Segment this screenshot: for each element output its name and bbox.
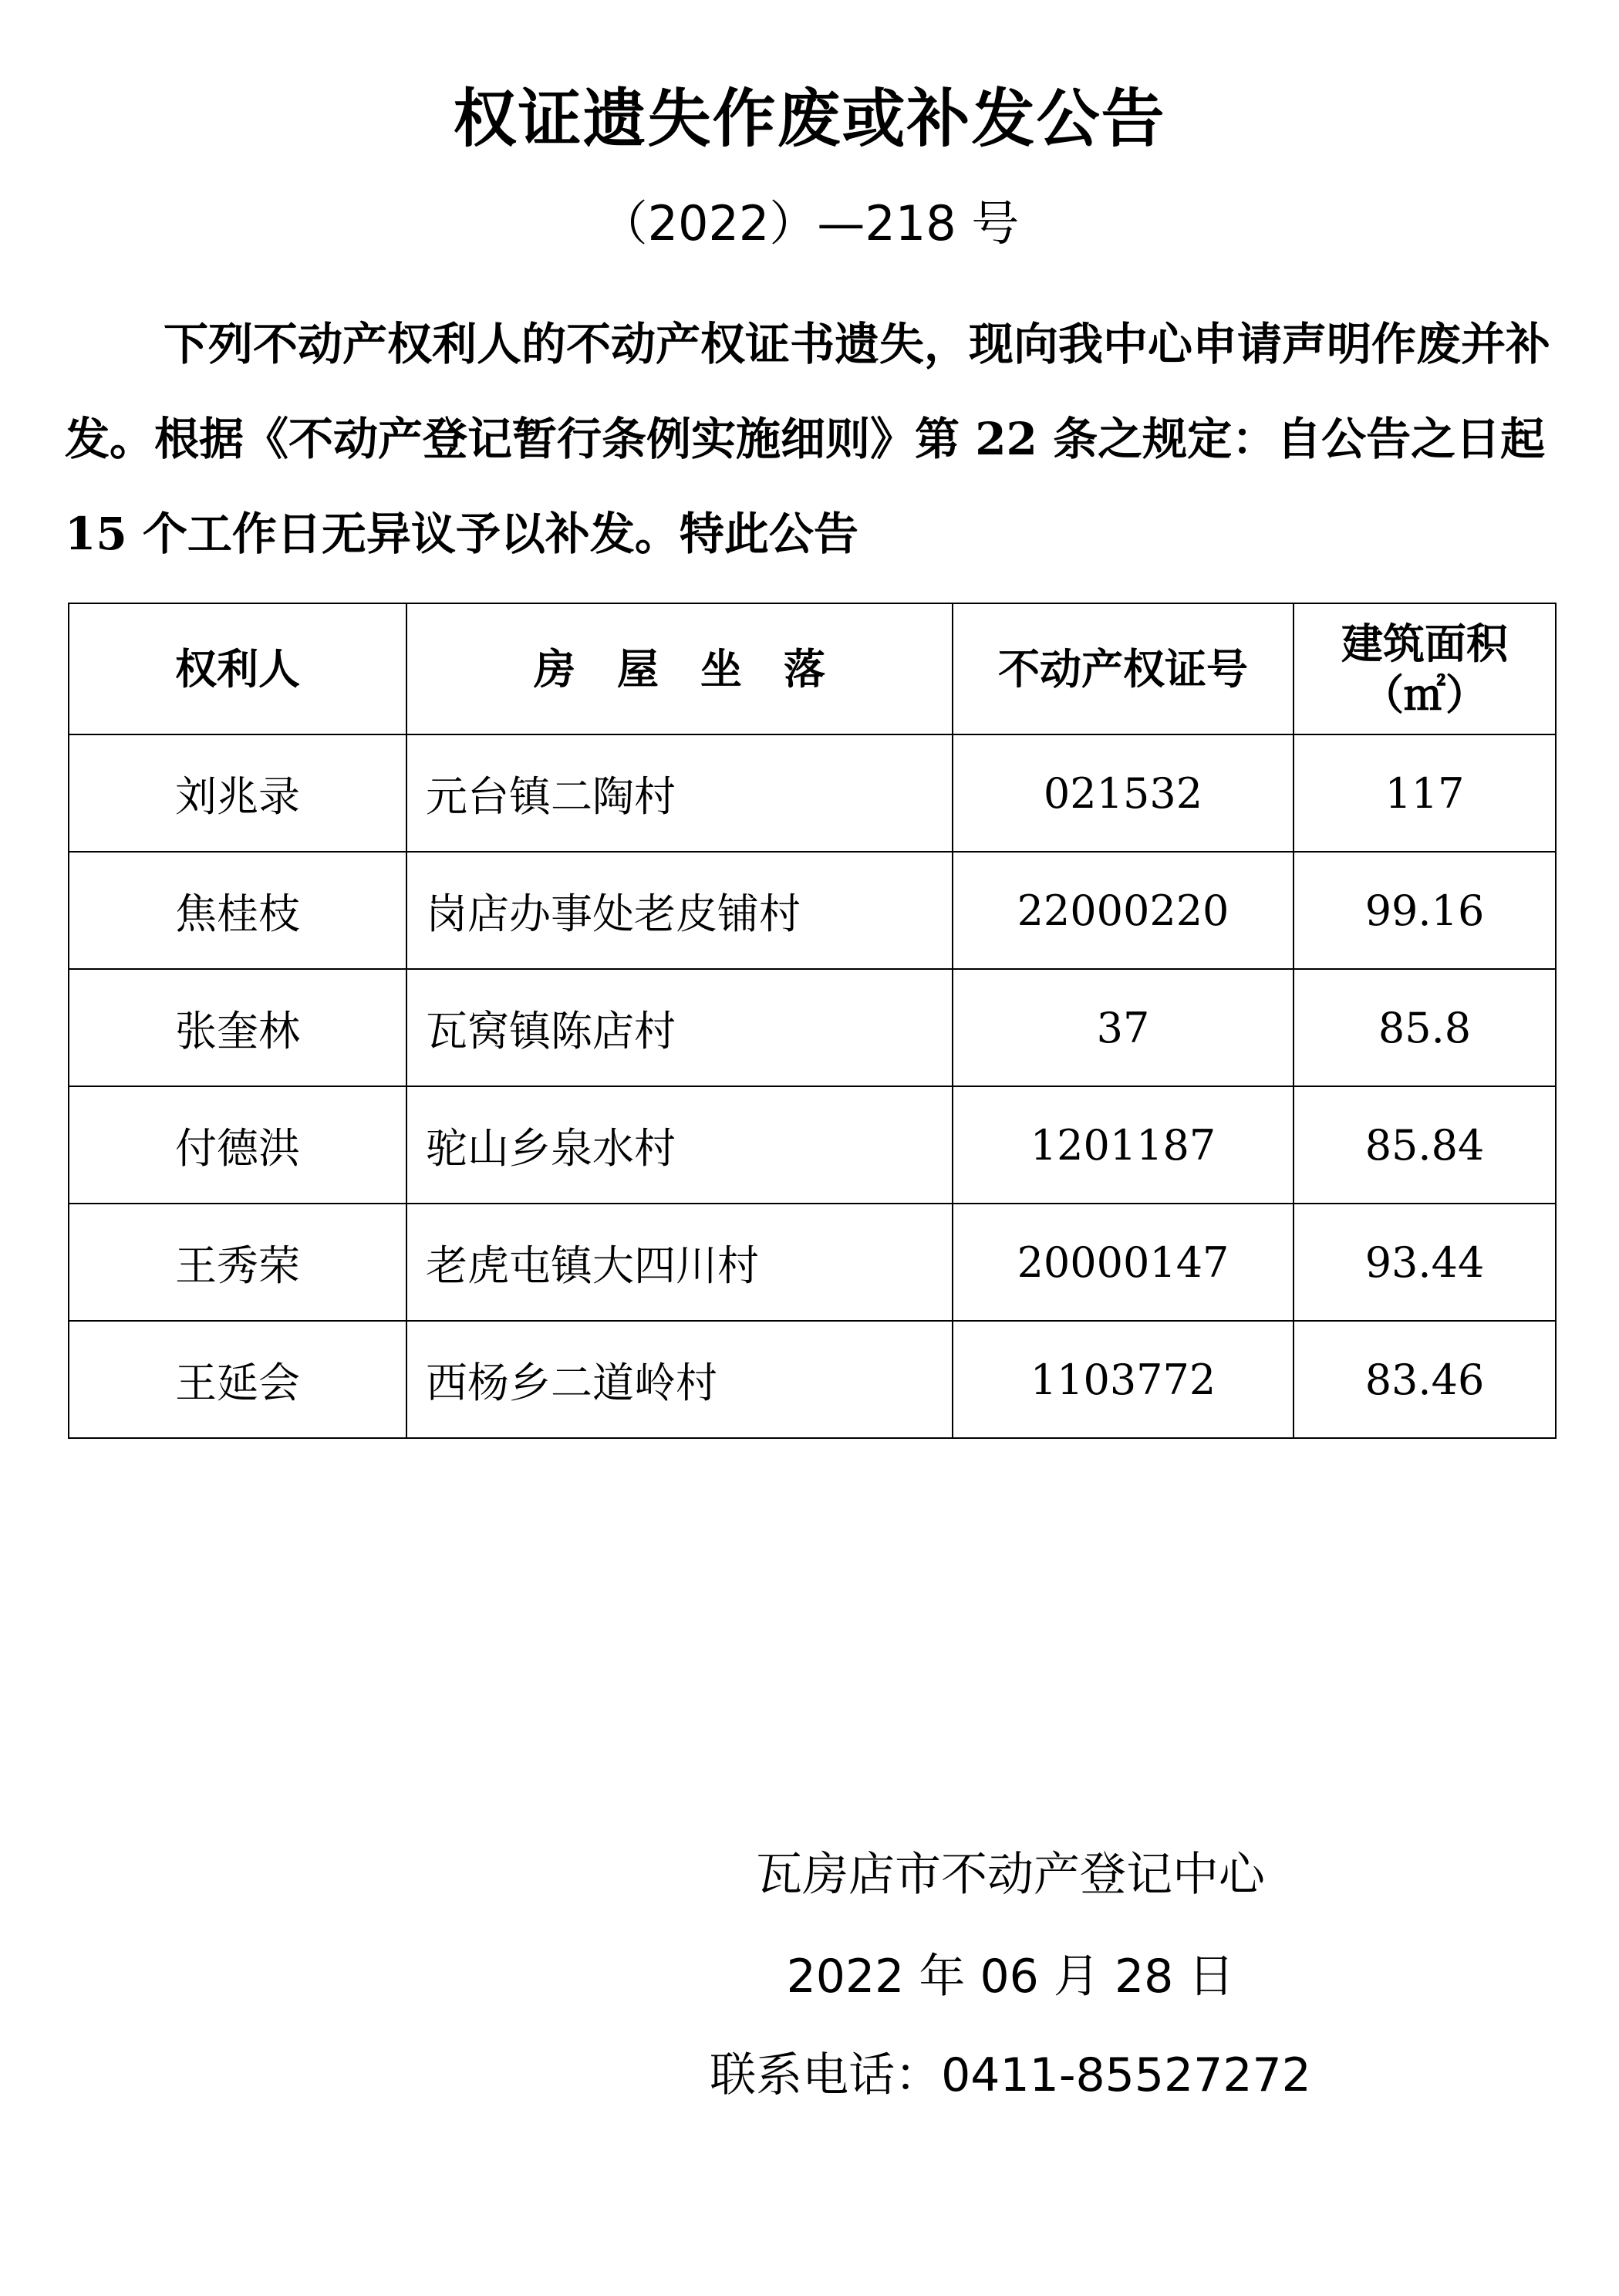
header-area-unit: （㎡） bbox=[1362, 670, 1487, 719]
cell-cert-no: 1103772 bbox=[953, 1321, 1294, 1438]
cell-location: 西杨乡二道岭村 bbox=[406, 1321, 953, 1438]
cell-area: 117 bbox=[1294, 734, 1556, 852]
notice-number: （2022）—218 号 bbox=[599, 195, 1020, 252]
cell-area: 83.46 bbox=[1294, 1321, 1556, 1438]
header-location: 房 屋 坐 落 bbox=[406, 603, 953, 734]
cell-cert-no: 22000220 bbox=[953, 852, 1294, 969]
certificate-table bbox=[68, 603, 1557, 1439]
header-cert-no: 不动产权证号 bbox=[953, 603, 1294, 734]
table-row bbox=[69, 969, 1556, 1086]
header-area bbox=[1294, 603, 1556, 734]
contact-phone: 联系电话：0411-85527272 bbox=[710, 2048, 1311, 2102]
cell-location: 岗店办事处老皮铺村 bbox=[406, 852, 953, 969]
cell-cert-no: 37 bbox=[953, 969, 1294, 1086]
issuing-organization: 瓦房店市不动产登记中心 bbox=[756, 1848, 1265, 1902]
header-holder: 权利人 bbox=[69, 603, 406, 734]
table-row bbox=[69, 852, 1556, 969]
cell-cert-no: 20000147 bbox=[953, 1204, 1294, 1321]
table-row bbox=[69, 734, 1556, 852]
cell-holder: 焦桂枝 bbox=[69, 852, 406, 969]
cell-location: 瓦窝镇陈店村 bbox=[406, 969, 953, 1086]
cell-holder: 刘兆录 bbox=[69, 734, 406, 852]
cell-location: 驼山乡泉水村 bbox=[406, 1086, 953, 1204]
notice-title: 权证遗失作废或补发公告 bbox=[453, 83, 1166, 156]
table-row bbox=[69, 1204, 1556, 1321]
cell-location: 老虎屯镇大四川村 bbox=[406, 1204, 953, 1321]
cell-cert-no: 1201187 bbox=[953, 1086, 1294, 1204]
cell-holder: 王秀荣 bbox=[69, 1204, 406, 1321]
cell-holder: 张奎林 bbox=[69, 969, 406, 1086]
table-row bbox=[69, 1321, 1556, 1438]
cell-holder: 王延会 bbox=[69, 1321, 406, 1438]
cell-cert-no: 021532 bbox=[953, 734, 1294, 852]
table-header-row bbox=[69, 603, 1556, 734]
cell-holder: 付德洪 bbox=[69, 1086, 406, 1204]
cell-area: 99.16 bbox=[1294, 852, 1556, 969]
table-row bbox=[69, 1086, 1556, 1204]
notice-body: 下列不动产权利人的不动产权证书遗失，现向我中心申请声明作废并补发。根据《不动产登记暂行条例实施细则》第 22 条之规定：自公告之日起 15 个工作日无异议予以补发。特此公告 bbox=[65, 318, 1551, 560]
cell-area: 85.84 bbox=[1294, 1086, 1556, 1204]
cell-location: 元台镇二陶村 bbox=[406, 734, 953, 852]
issue-date: 2022 年 06 月 28 日 bbox=[786, 1950, 1235, 2004]
cell-area: 85.8 bbox=[1294, 969, 1556, 1086]
cell-area: 93.44 bbox=[1294, 1204, 1556, 1321]
header-area-label: 建筑面积 bbox=[1341, 619, 1508, 668]
